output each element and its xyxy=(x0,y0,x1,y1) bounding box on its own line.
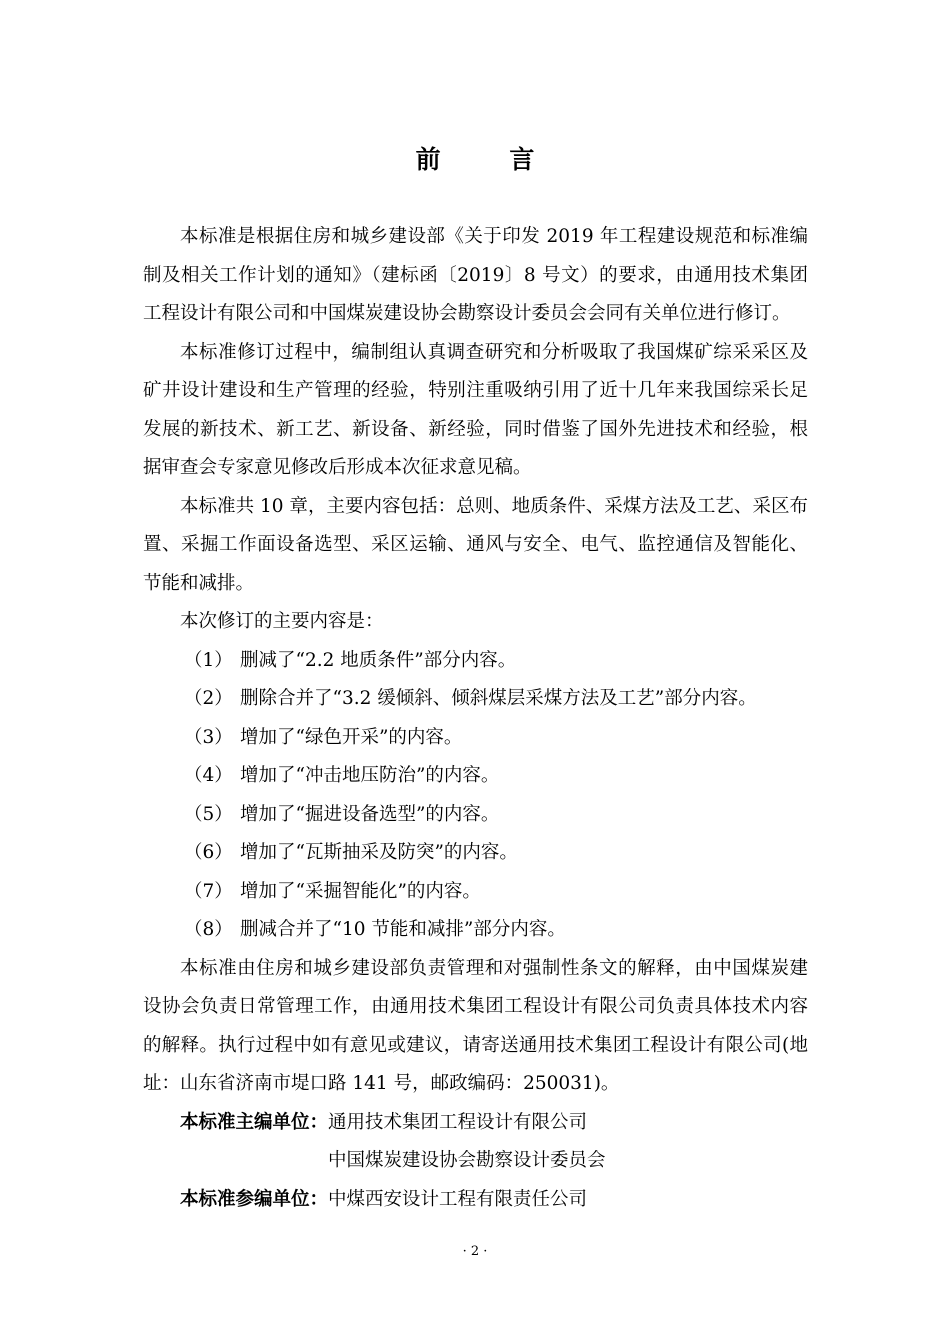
paragraph-revision-intro: 本次修订的主要内容是： xyxy=(180,611,384,632)
paragraph-basis: 本标准是根据住房和城乡建设部《关于印发 2019 年工程建设规范和标准编制及相关工作计划的通知》（建标函〔2019〕8 号文）的要求，由通用技术集团工程设计有限公司和中国煤炭建设协会勘察设计委员会会同有关单位进行修订。 xyxy=(143,226,808,324)
revision-item-text: 删减合并了“10 节能和减排”部分内容。 xyxy=(240,919,566,940)
revision-item-text: 增加了“冲击地压防治”的内容。 xyxy=(240,765,500,786)
revision-item xyxy=(143,719,808,758)
chief-editor-line-2 xyxy=(143,1142,808,1181)
participating-unit-line xyxy=(143,1181,808,1220)
revision-item-text: 删减了“2.2 地质条件”部分内容。 xyxy=(240,649,517,671)
revision-item xyxy=(143,911,808,950)
revision-item-number: （2） xyxy=(184,688,233,709)
revision-item-number: （3） xyxy=(184,726,233,748)
participating-unit: 中煤西安设计工程有限责任公司 xyxy=(328,1188,588,1210)
revision-item-text: 增加了“掘进设备选型”的内容。 xyxy=(240,803,500,825)
chief-editor-line xyxy=(143,1104,808,1143)
revision-item-number: （1） xyxy=(184,649,233,671)
paragraph-management: 本标准由住房和城乡建设部负责管理和对强制性条文的解释，由中国煤炭建设协会负责日常管理工作，由通用技术集团工程设计有限公司负责具体技术内容的解释。执行过程中如有意见或建议，请寄送通用技术集团工程设计有限公司(地址：山东省济南市堤口路 141 号，邮政编码：250031)。 xyxy=(143,957,808,1094)
revision-item-text: 增加了“采掘智能化”的内容。 xyxy=(240,880,481,902)
paragraph-process: 本标准修订过程中，编制组认真调查研究和分析吸取了我国煤矿综采采区及矿井设计建设和生产管理的经验，特别注重吸纳引用了近十几年来我国综采长足发展的新技术、新工艺、新设备、新经验，同时借鉴了国外先进技术和经验，根据审查会专家意见修改后形成本次征求意见稿。 xyxy=(143,341,808,478)
revision-item-text: 增加了“绿色开采”的内容。 xyxy=(240,726,463,748)
revision-item xyxy=(143,757,808,796)
revision-item-number: （8） xyxy=(184,919,233,940)
revision-item-number: （5） xyxy=(184,803,233,825)
page-title: 前 言 xyxy=(415,145,565,174)
participating-unit-label: 本标准参编单位： xyxy=(180,1188,329,1210)
chief-editor-unit: 通用技术集团工程设计有限公司 xyxy=(328,1111,588,1133)
revision-item-number: （4） xyxy=(184,765,233,786)
body-text xyxy=(143,218,808,1219)
revision-item-number: （6） xyxy=(184,842,233,863)
chief-editor-label: 本标准主编单位： xyxy=(180,1111,329,1133)
revision-item-number: （7） xyxy=(184,880,233,902)
revision-item-text: 删除合并了“3.2 缓倾斜、倾斜煤层采煤方法及工艺”部分内容。 xyxy=(240,688,757,709)
page-number: · 2 · xyxy=(462,1244,488,1259)
chief-editor-unit-2: 中国煤炭建设协会勘察设计委员会 xyxy=(328,1150,606,1171)
paragraph-contents: 本标准共 10 章，主要内容包括：总则、地质条件、采煤方法及工艺、采区布置、采掘工作面设备选型、采区运输、通风与安全、电气、监控通信及智能化、节能和减排。 xyxy=(143,495,808,594)
revision-item xyxy=(143,873,808,912)
revision-item xyxy=(143,642,808,681)
revision-item-text: 增加了“瓦斯抽采及防突”的内容。 xyxy=(240,842,518,863)
revision-item xyxy=(143,834,808,873)
revision-item xyxy=(143,680,808,719)
revision-item xyxy=(143,796,808,835)
